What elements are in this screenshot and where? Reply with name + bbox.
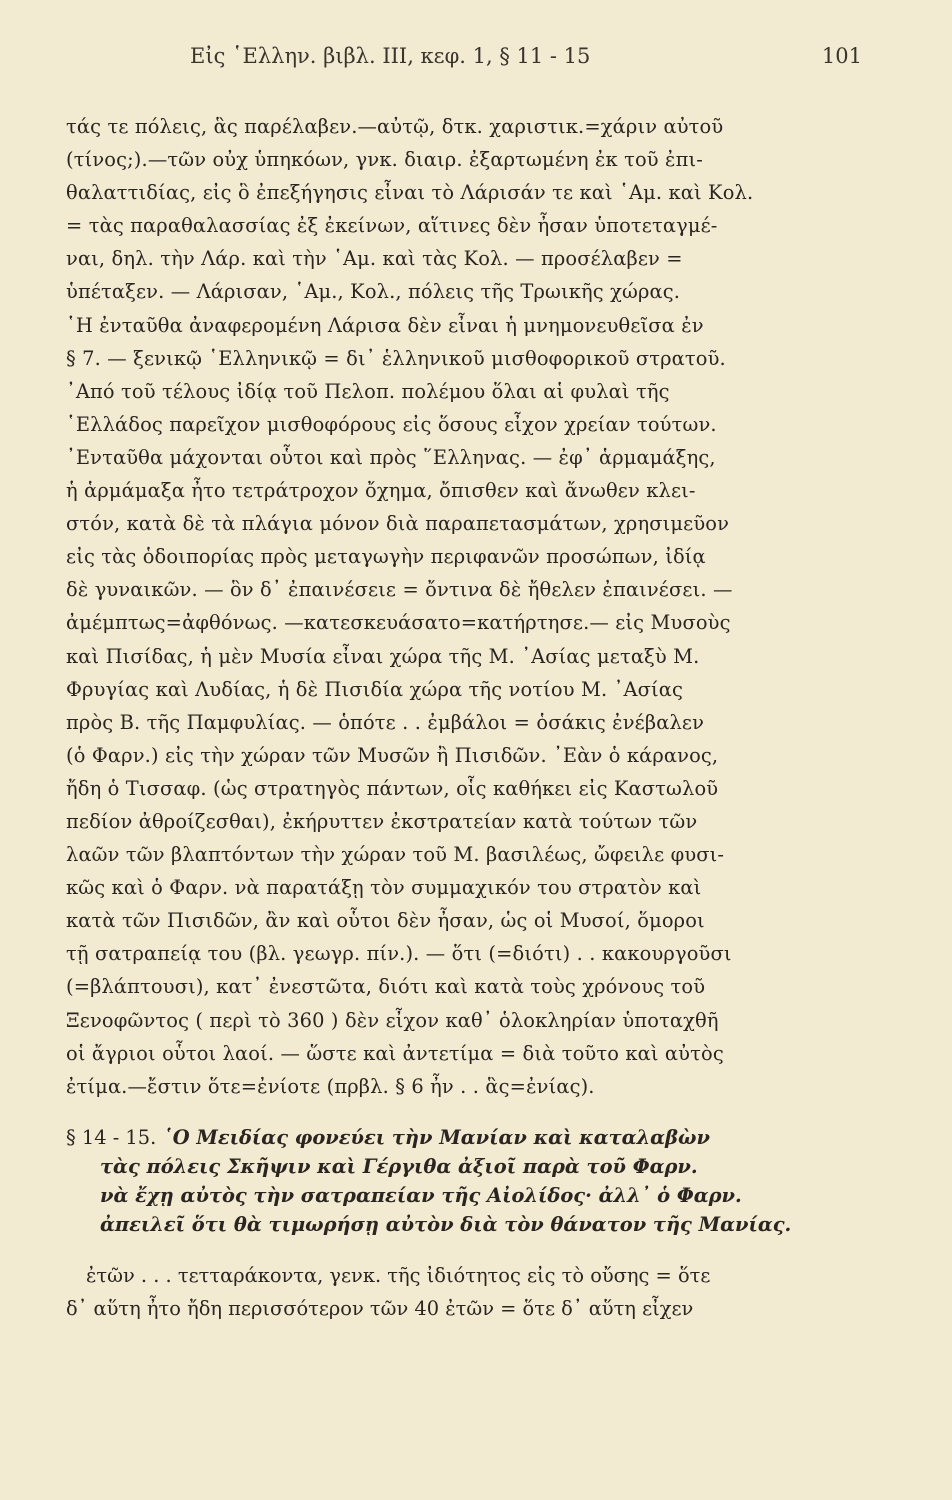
- section-heading-line: ἀπειλεῖ ὅτι θὰ τιμωρήσῃ αὐτὸν διὰ τὸν θάνατον τῆς Μανίας.: [100, 1212, 792, 1236]
- text-line: ἐτίμα.—ἔστιν ὅτε=ἐνίοτε (πρβλ. § 6 ἦν . . ἃς=ἐνίας).: [66, 1074, 595, 1098]
- text-line: θαλαττιδίας, εἰς ὃ ἐπεξήγησις εἶναι τὸ Λάρισάν τε καὶ ῾Αμ. καὶ Κολ.: [66, 181, 754, 205]
- text-line: στόν, κατὰ δὲ τὰ πλάγια μόνον διὰ παραπετασμάτων, χρησιμεῦον: [66, 512, 730, 536]
- text-line: κῶς καὶ ὁ Φαρν. νὰ παρατάξῃ τὸν συμμαχικόν του στρατὸν καὶ: [66, 876, 702, 900]
- text-line: λαῶν τῶν βλαπτόντων τὴν χώραν τοῦ Μ. βασιλέως, ὤφειλε φυσι-: [66, 843, 725, 867]
- text-line: ᾽Από τοῦ τέλους ἰδίᾳ τοῦ Πελοπ. πολέμου ὅλαι αἱ φυλαὶ τῆς: [66, 379, 670, 403]
- page-number: 101: [821, 44, 862, 68]
- text-line: ἀμέμπτως=ἀφθόνως. —κατεσκευάσατο=κατήρτησε.— εἰς Μυσοὺς: [66, 611, 731, 635]
- running-head: Εἰς ῾Ελλην. βιβλ. ΙΙΙ, κεφ. 1, § 11 - 15: [190, 44, 591, 68]
- section-heading: [66, 1123, 796, 1239]
- section-heading-line: ῾Ο Μειδίας φονεύει τὴν Μανίαν καὶ καταλαβὼν: [163, 1125, 710, 1149]
- text-line: ἐτῶν . . . τετταράκοντα, γενκ. τῆς ἰδιότητος εἰς τὸ οὔσης = ὅτε: [86, 1263, 711, 1287]
- text-line: ἡ ἁρμάμαξα ἦτο τετράτροχον ὄχημα, ὄπισθεν καὶ ἄνωθεν κλει-: [66, 479, 696, 503]
- text-line: § 7. — ξενικῷ ῾Ελληνικῷ = δι᾽ ἑλληνικοῦ μισθοφορικοῦ στρατοῦ.: [66, 346, 726, 370]
- text-line: οἱ ἄγριοι οὗτοι λαοί. — ὥστε καὶ ἀντετίμα = διὰ τοῦτο καὶ αὐτὸς: [66, 1041, 724, 1065]
- text-line: κατὰ τῶν Πισιδῶν, ἂν καὶ οὗτοι δὲν ἦσαν, ὡς οἱ Μυσοί, ὅμοροι: [66, 909, 705, 933]
- commentary-text: [66, 110, 796, 1103]
- closing-text: [66, 1259, 796, 1325]
- text-line: (τίνος;).—τῶν οὐχ ὑπηκόων, γνκ. διαιρ. ἐξαρτωμένη ἐκ τοῦ ἐπι-: [66, 148, 703, 172]
- text-line: ὑπέταξεν. — Λάρισαν, ῾Αμ., Κολ., πόλεις τῆς Τρωικῆς χώρας.: [66, 280, 681, 304]
- text-line: Ξενοφῶντος ( περὶ τὸ 360 ) δὲν εἶχον καθ᾽ ὁλοκληρίαν ὑποταχθῆ: [66, 1008, 719, 1032]
- text-line: ῾Ελλάδος παρεῖχον μισθοφόρους εἰς ὅσους εἶχον χρείαν τούτων.: [66, 412, 717, 436]
- section-heading-line: τὰς πόλεις Σκῆψιν καὶ Γέργιθα ἀξιοῖ παρὰ τοῦ Φαρν.: [100, 1154, 698, 1178]
- text-line: = τὰς παραθαλασσίας ἐξ ἐκείνων, αἵτινες δὲν ἦσαν ὑποτεταγμέ-: [66, 214, 718, 238]
- text-line: πεδίον ἀθροίζεσθαι), ἐκήρυττεν ἐκστρατείαν κατὰ τούτων τῶν: [66, 809, 698, 833]
- text-line: δ᾽ αὕτη ἦτο ἤδη περισσότερον τῶν 40 ἐτῶν = ὅτε δ᾽ αὕτη εἶχεν: [66, 1296, 694, 1320]
- text-line: ᾽Ενταῦθα μάχονται οὗτοι καὶ πρὸς ῞Ελληνας. — ἐφ᾽ ἁρμαμάξης,: [66, 445, 716, 469]
- text-line: πρὸς Β. τῆς Παμφυλίας. — ὁπότε . . ἐμβάλοι = ὁσάκις ἐνέβαλεν: [66, 710, 705, 734]
- text-line: δὲ γυναικῶν. — ὃν δ᾽ ἐπαινέσειε = ὄντινα δὲ ἤθελεν ἐπαινέσει. —: [66, 578, 733, 602]
- text-line: ἤδη ὁ Τισσαφ. (ὡς στρατηγὸς πάντων, οἷς καθήκει εἰς Καστωλοῦ: [66, 776, 719, 800]
- section-number: § 14 - 15.: [66, 1125, 157, 1149]
- text-line: εἰς τὰς ὁδοιπορίας πρὸς μεταγωγὴν περιφανῶν προσώπων, ἰδίᾳ: [66, 545, 706, 569]
- text-line: Φρυγίας καὶ Λυδίας, ἡ δὲ Πισιδία χώρα τῆς νοτίου Μ. ᾽Ασίας: [66, 677, 684, 701]
- text-line: καὶ Πισίδας, ἡ μὲν Μυσία εἶναι χώρα τῆς Μ. ᾽Ασίας μεταξὺ Μ.: [66, 644, 700, 668]
- section-heading-line: νὰ ἔχῃ αὐτὸς τὴν σατραπείαν τῆς Αἰολίδος· ἀλλ᾽ ὁ Φαρν.: [100, 1183, 742, 1207]
- page-header: [66, 36, 862, 76]
- text-line: (ὁ Φαρν.) εἰς τὴν χώραν τῶν Μυσῶν ἢ Πισιδῶν. ᾽Εὰν ὁ κάρανος,: [66, 743, 719, 767]
- text-line: ῾Η ἐνταῦθα ἀναφερομένη Λάρισα δὲν εἶναι ἡ μνημονευθεῖσα ἐν: [66, 313, 704, 337]
- text-line: ναι, δηλ. τὴν Λάρ. καὶ τὴν ῾Αμ. καὶ τὰς Κολ. — προσέλαβεν =: [66, 247, 683, 271]
- text-line: τῇ σατραπείᾳ του (βλ. γεωγρ. πίν.). — ὅτι (=διότι) . . κακουργοῦσι: [66, 942, 732, 966]
- text-line: τάς τε πόλεις, ἃς παρέλαβεν.—αὐτῷ, δτκ. χαριστικ.=χάριν αὐτοῦ: [66, 115, 724, 138]
- text-line: (=βλάπτουσι), κατ᾽ ἐνεστῶτα, διότι καὶ κατὰ τοὺς χρόνους τοῦ: [66, 975, 706, 999]
